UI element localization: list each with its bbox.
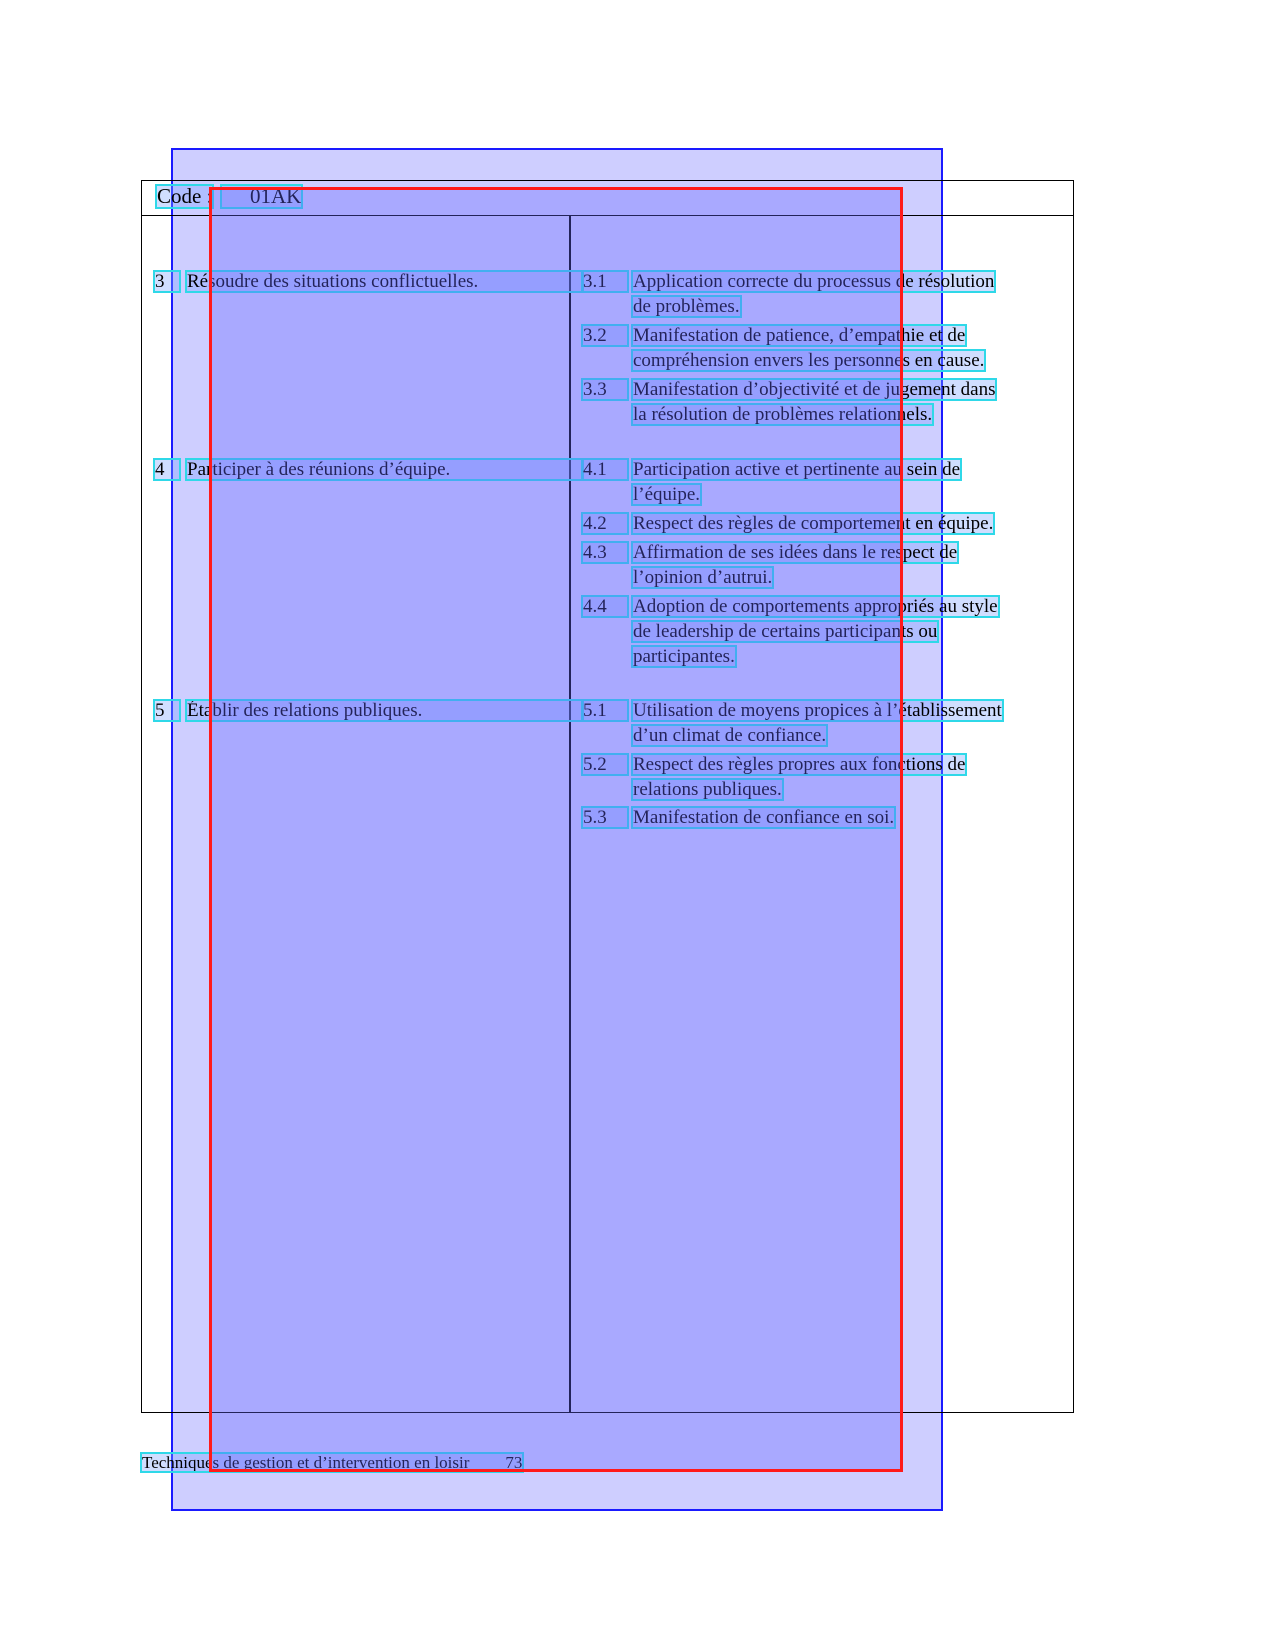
criterion-number: 3.1 <box>583 272 627 291</box>
competency-title: Participer à des réunions d’équipe. <box>187 460 582 479</box>
criterion-number: 5.1 <box>583 701 627 720</box>
criterion-line: Application correcte du processus de résolution <box>633 271 995 292</box>
criterion-line: Adoption de comportements appropriés au style <box>633 596 998 617</box>
criterion-number: 4.2 <box>583 514 627 533</box>
annotation-overlay-inner <box>209 187 903 1472</box>
criterion-line: l’opinion d’autrui. <box>633 567 773 588</box>
competency-title: Établir des relations publiques. <box>187 701 582 720</box>
criterion-line: Participation active et pertinente au sein de <box>633 459 961 480</box>
competency-number: 3 <box>155 272 179 291</box>
criterion-number: 3.3 <box>583 380 627 399</box>
criterion-line: d’un climat de confiance. <box>633 725 827 746</box>
criterion-line: Manifestation de patience, d’empathie et de <box>633 325 966 346</box>
criterion-number: 4.1 <box>583 460 627 479</box>
criterion-line: Respect des règles propres aux fonctions de <box>633 754 966 775</box>
criterion-number: 4.4 <box>583 597 627 616</box>
competency-number: 5 <box>155 701 179 720</box>
code-value: 01AK <box>222 186 301 207</box>
criterion-number: 3.2 <box>583 326 627 345</box>
criterion-line: de leadership de certains participants ou <box>633 621 938 642</box>
criterion-line: participantes. <box>633 646 735 667</box>
criterion-number: 5.2 <box>583 755 627 774</box>
page-number: 73 <box>505 1453 523 1472</box>
competency-title: Résoudre des situations conflictuelles. <box>187 272 582 291</box>
criterion-line: compréhension envers les personnes en cause. <box>633 350 985 371</box>
criterion-line: Utilisation de moyens propices à l’établissement <box>633 700 1002 721</box>
criterion-number: 4.3 <box>583 543 627 562</box>
criterion-line: l’équipe. <box>633 484 701 505</box>
criterion-line: Respect des règles de comportement en équipe. <box>633 513 994 534</box>
criterion-line: la résolution de problèmes relationnels. <box>633 404 933 425</box>
criterion-line: relations publiques. <box>633 779 782 800</box>
criterion-line: de problèmes. <box>633 296 740 317</box>
code-label: Code : <box>157 184 213 208</box>
footer-text: Techniques de gestion et d’intervention en loisir <box>142 1453 470 1472</box>
criterion-number: 5.3 <box>583 808 627 827</box>
criterion-line: Manifestation d’objectivité et de jugement dans <box>633 379 996 400</box>
competency-number: 4 <box>155 460 179 479</box>
criterion-line: Affirmation de ses idées dans le respect de <box>633 542 958 563</box>
criterion-line: Manifestation de confiance en soi. <box>633 807 895 828</box>
